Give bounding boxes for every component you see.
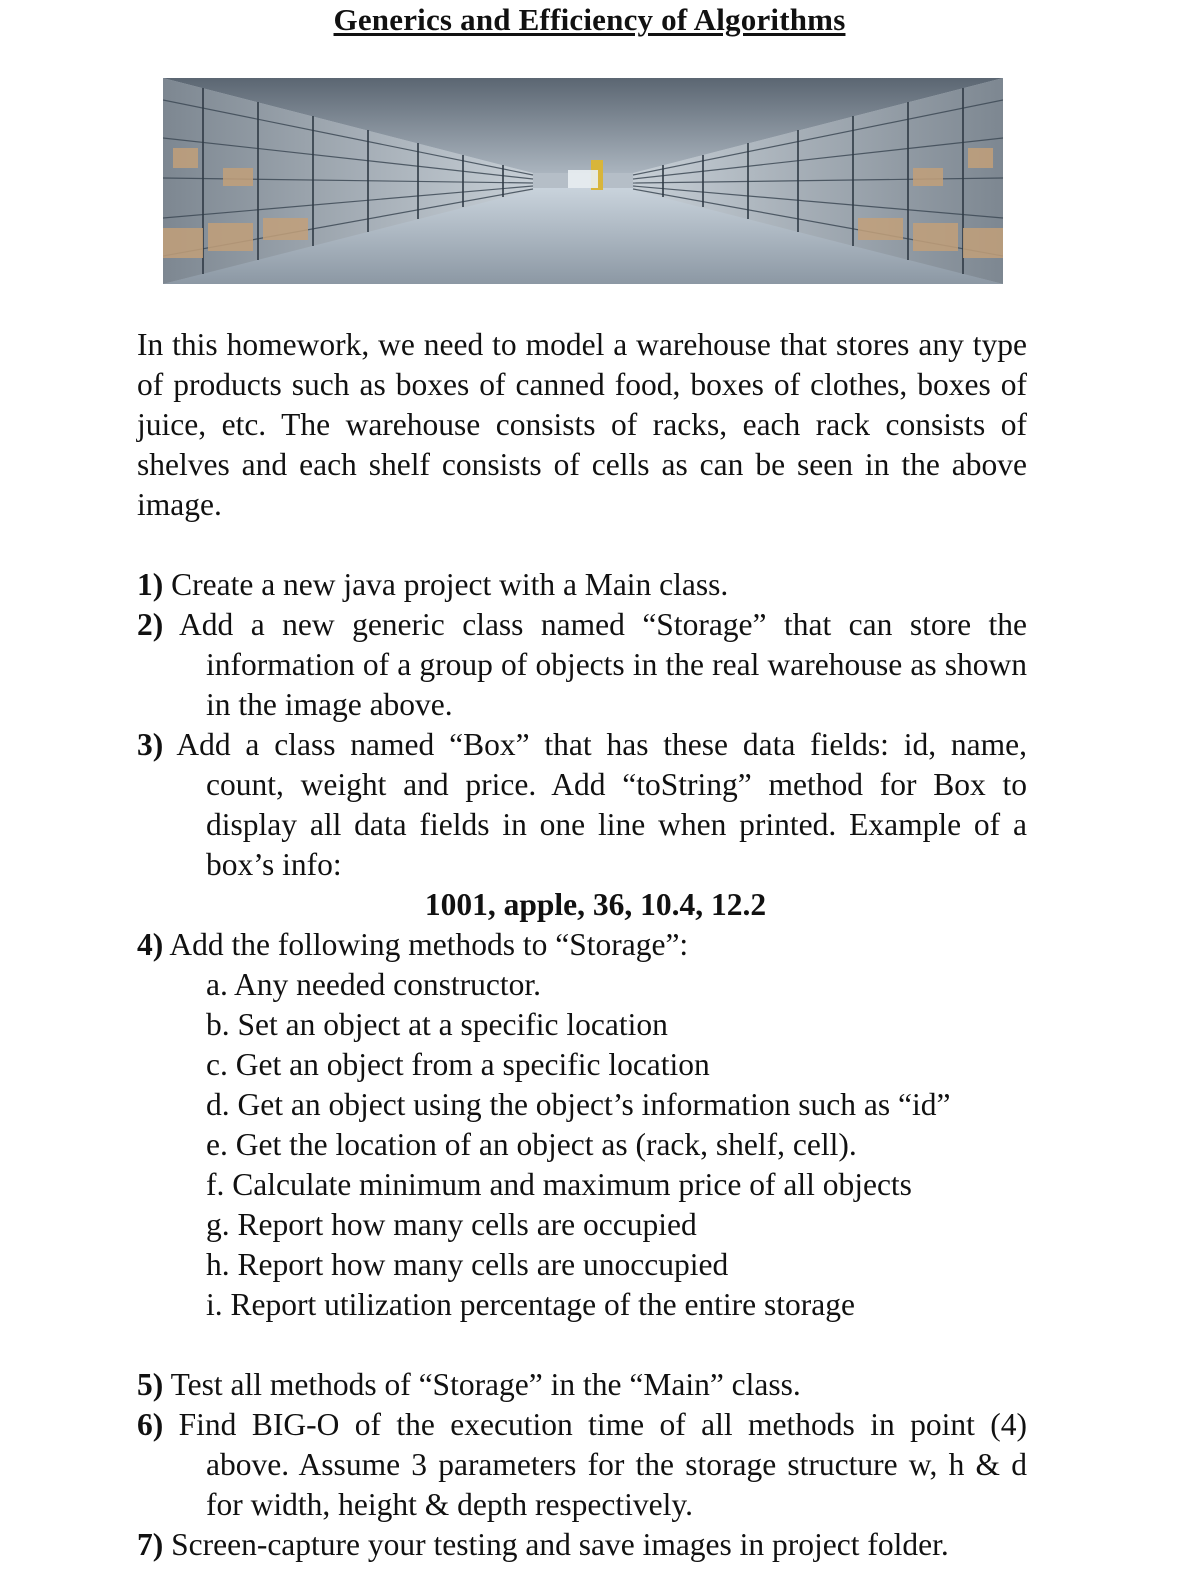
method-item: h. Report how many cells are unoccupied	[206, 1247, 729, 1282]
step-4	[137, 925, 1027, 965]
method-item: i. Report utilization percentage of the entire storage	[206, 1287, 855, 1322]
step-number: 3)	[137, 727, 164, 762]
step-first-line	[137, 1405, 1027, 1445]
step-first-line	[137, 605, 1027, 645]
step-text: Create a new java project with a Main class.	[171, 567, 729, 602]
step-number: 5)	[137, 1367, 164, 1402]
step-1	[137, 565, 1027, 605]
example-box-info: 1001, apple, 36, 10.4, 12.2	[424, 887, 767, 922]
step-text: Screen-capture your testing and save images in project folder.	[171, 1527, 949, 1562]
step-number: 1)	[137, 567, 164, 602]
step-6	[137, 1405, 1027, 1525]
step-7	[137, 1525, 1027, 1565]
step-number: 2)	[137, 607, 164, 642]
step-first-line	[137, 725, 1027, 765]
step-text: Add a new generic class named “Storage” that can store the	[178, 607, 1028, 642]
step-text: Test all methods of “Storage” in the “Main” class.	[170, 1367, 801, 1402]
method-item: a. Any needed constructor.	[206, 967, 542, 1002]
step-continuation: above. Assume 3 parameters for the storage structure w, h & d for width, height & depth respectively.	[206, 1447, 1027, 1522]
step-continuation: information of a group of objects in the real warehouse as shown in the image above.	[206, 647, 1027, 722]
method-item: e. Get the location of an object as (rack, shelf, cell).	[206, 1127, 857, 1162]
step-number: 7)	[137, 1527, 164, 1562]
step-5	[137, 1365, 1027, 1405]
method-item: d. Get an object using the object’s information such as “id”	[206, 1087, 951, 1122]
step-2	[137, 605, 1027, 725]
step-number: 6)	[137, 1407, 164, 1442]
step-number: 4)	[137, 927, 164, 962]
step-3	[137, 725, 1027, 885]
step-text: Find BIG-O of the execution time of all methods in point (4)	[178, 1407, 1027, 1442]
step-continuation: count, weight and price. Add “toString” method for Box to display all data fields in one line when printed. Example of a box’s info:	[206, 767, 1027, 882]
step-text: Add the following methods to “Storage”:	[169, 927, 689, 962]
step-text: Add a class named “Box” that has these data fields: id, name,	[176, 727, 1027, 762]
method-item: b. Set an object at a specific location	[206, 1007, 668, 1042]
method-item: c. Get an object from a specific location	[206, 1047, 710, 1082]
method-item: g. Report how many cells are occupied	[206, 1207, 697, 1242]
page-title: Generics and Efficiency of Algorithms	[333, 2, 846, 37]
intro-paragraph: In this homework, we need to model a warehouse that stores any type of products such as boxes of canned food, boxes of clothes, boxes of juice, etc. The warehouse consists of racks, each rack consists of shelves and each shelf consists of cells as can be seen in the above image.	[137, 327, 1027, 522]
method-item: f. Calculate minimum and maximum price of all objects	[206, 1167, 912, 1202]
warehouse-image	[163, 78, 1003, 284]
